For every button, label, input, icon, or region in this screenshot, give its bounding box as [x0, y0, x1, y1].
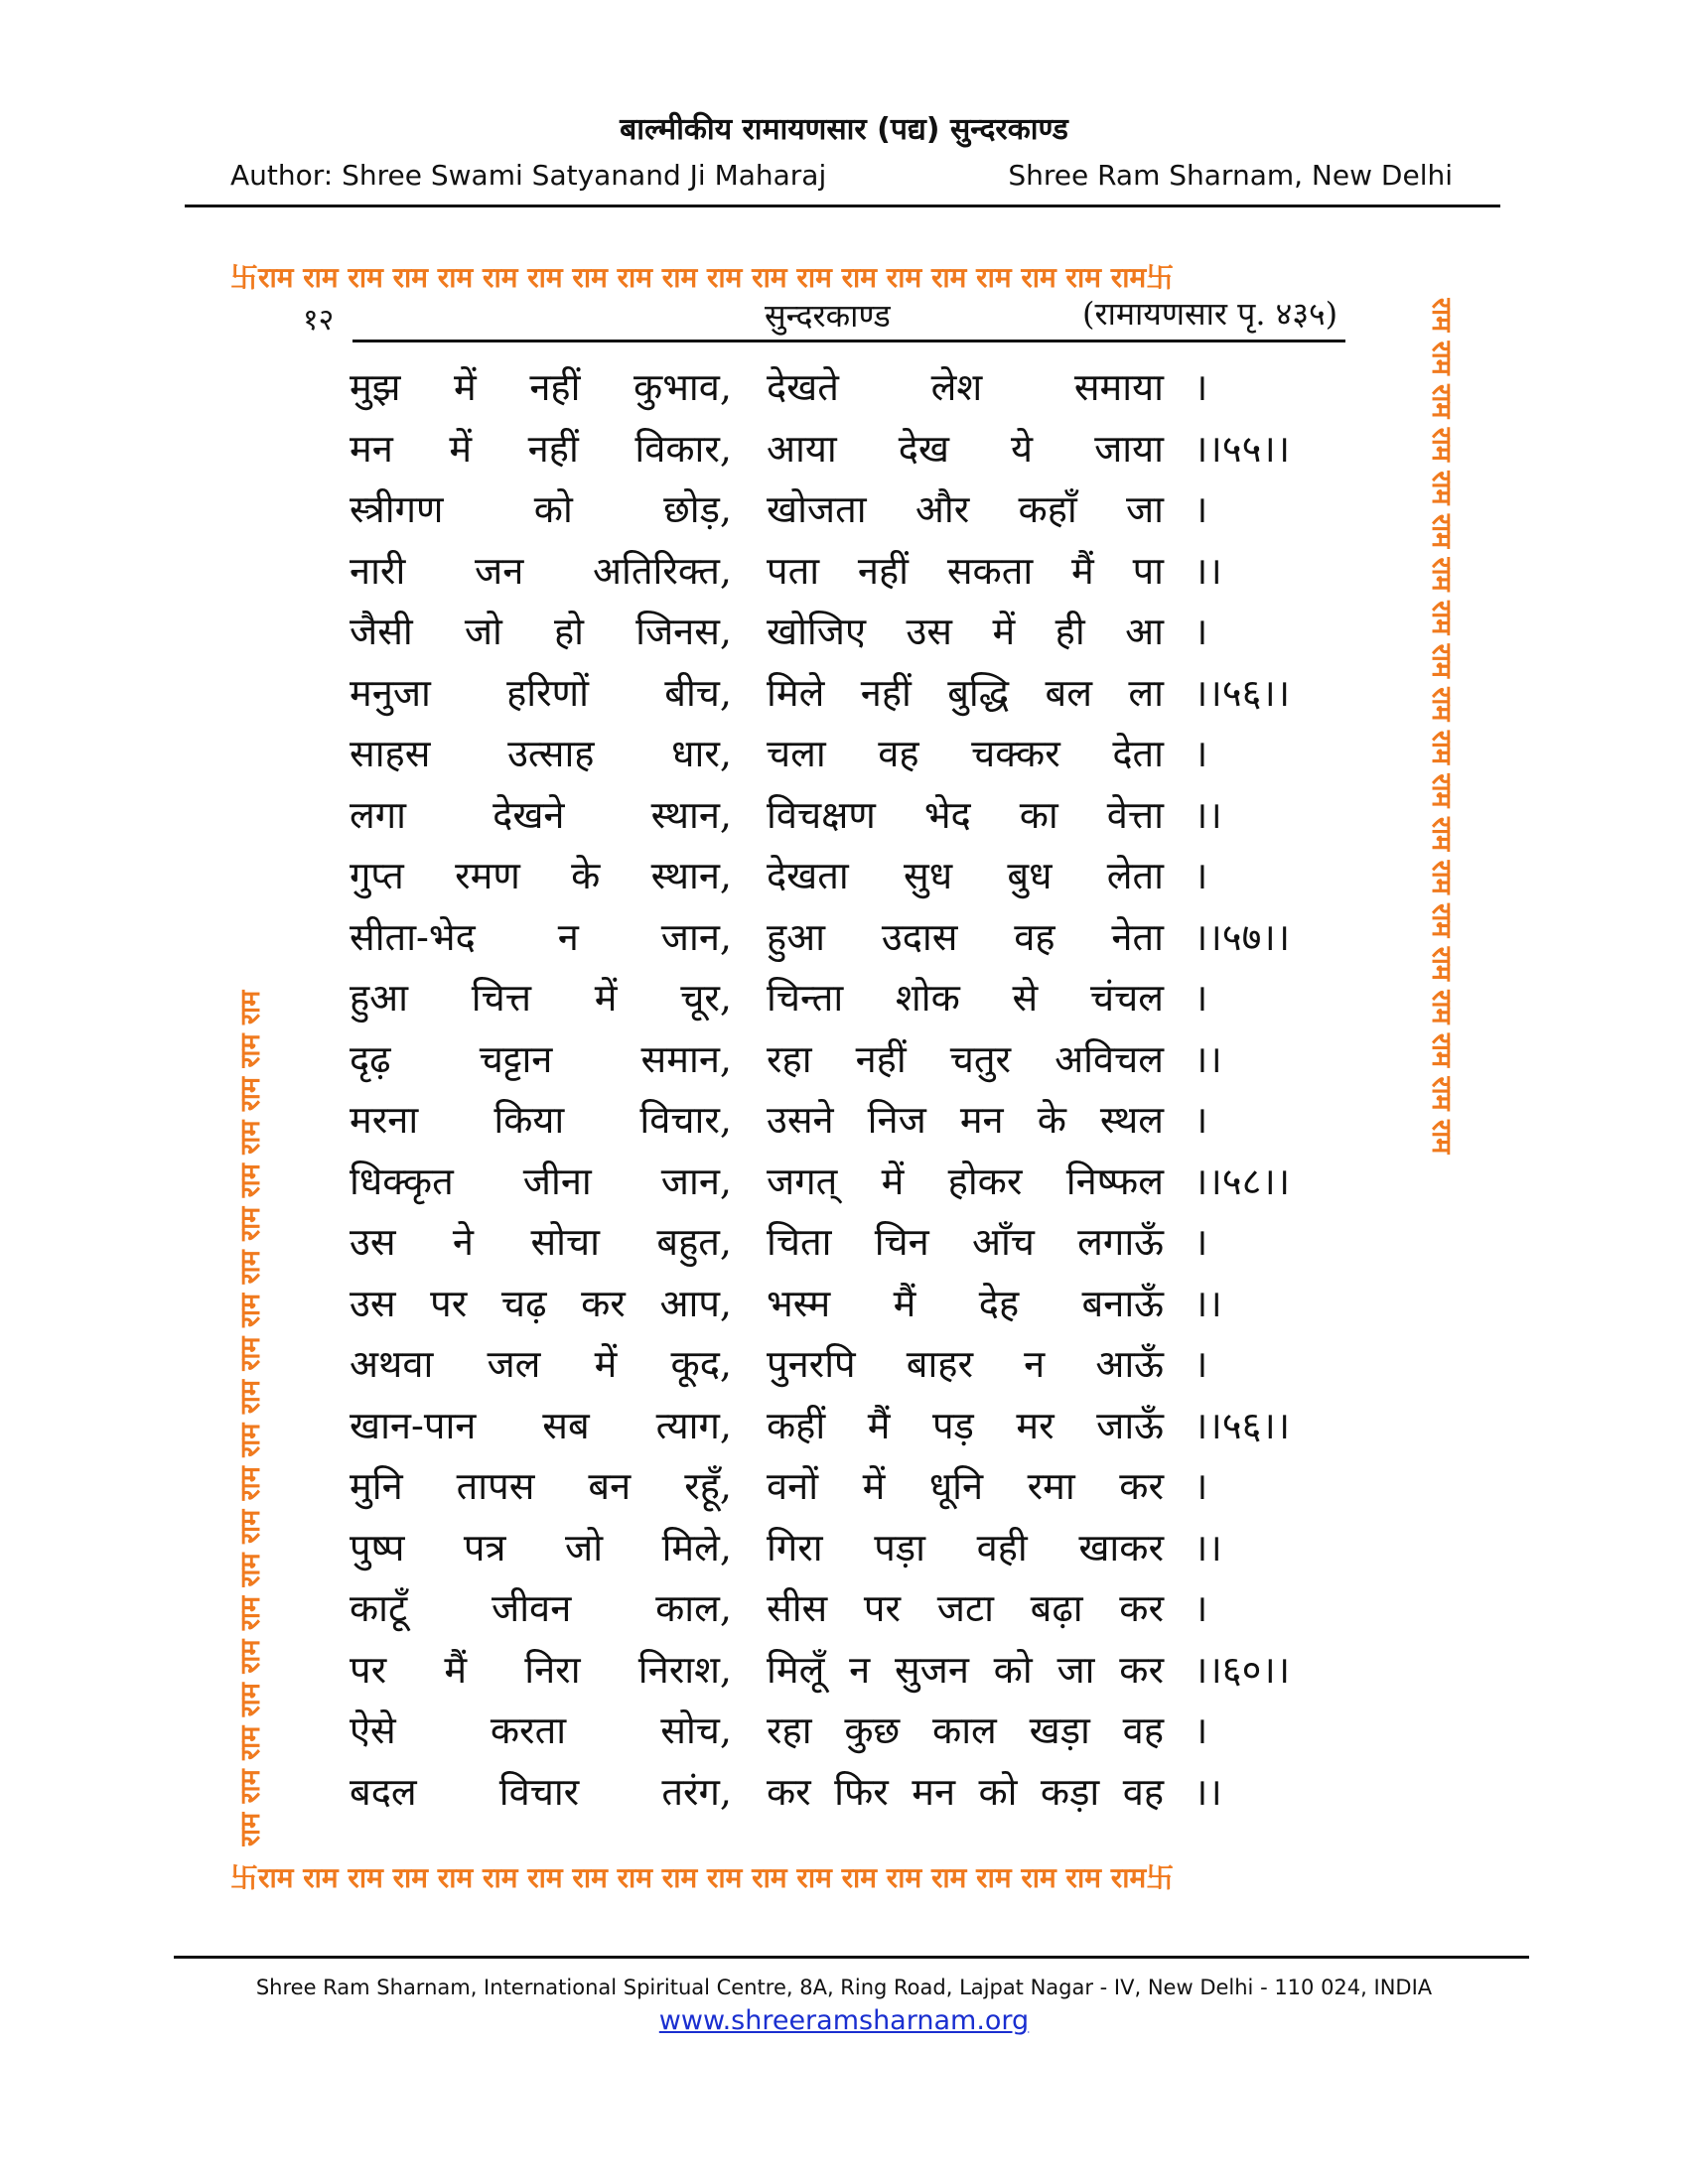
verse-second-half: पुनरपि बाहर न आऊँ: [767, 1342, 1164, 1386]
verse-first-half: उस ने सोचा बहुत,: [350, 1220, 732, 1264]
verse-first-half: काटूँ जीवन काल,: [350, 1586, 732, 1630]
verse-second-half: मिलूँ न सुजन को जा कर: [767, 1647, 1164, 1692]
verse-line: [350, 597, 1342, 658]
verse-mark: ।: [1194, 854, 1208, 897]
verse-first-half: उस पर चढ़ कर आप,: [350, 1281, 732, 1325]
verse-second-half: देखता सुध बुध लेता: [767, 854, 1164, 897]
verse-second-half: जगत् में होकर निष्फल: [767, 1159, 1164, 1203]
verse-mark: ।।: [1194, 792, 1222, 837]
verse-mark: ।।५६।।: [1194, 1403, 1291, 1447]
verse-first-half: धिक्कृत जीना जान,: [350, 1159, 732, 1203]
verse-second-half: भस्म मैं देह बनाऊँ: [767, 1281, 1164, 1325]
border-bottom: [230, 1856, 1462, 1896]
verse-first-half: मन में नहीं विकार,: [350, 426, 732, 471]
verse-second-half: चिता चिन आँच लगाऊँ: [767, 1220, 1164, 1264]
verse-mark: ।।: [1194, 1281, 1222, 1325]
verse-line: [350, 475, 1342, 536]
verse-mark: ।।: [1194, 1525, 1222, 1570]
verse-line: [350, 1085, 1342, 1147]
verse-line: [350, 1391, 1342, 1452]
verse-line: [350, 1147, 1342, 1208]
verse-mark: ।: [1194, 1708, 1208, 1752]
verse-line: [350, 1024, 1342, 1086]
verse-mark: ।।५८।।: [1194, 1159, 1291, 1203]
website-link[interactable]: www.shreeramsharnam.org: [658, 2005, 1030, 2036]
verse-line: [350, 1635, 1342, 1697]
verse-first-half: मनुजा हरिणों बीच,: [350, 670, 732, 715]
border-left: [230, 298, 266, 1846]
swastika-icon: 卐: [230, 1861, 259, 1894]
verse-first-half: बदल विचार तरंग,: [350, 1769, 732, 1814]
verse-line: [350, 1329, 1342, 1391]
verse-second-half: चिन्ता शोक से चंचल: [767, 976, 1164, 1020]
border-bottom-text: राम राम राम राम राम राम राम राम राम राम राम राम राम राम राम राम राम राम राम राम: [258, 1861, 1147, 1894]
verse-first-half: जैसी जो हो जिनस,: [350, 610, 732, 653]
border-right-text: राम राम राम राम राम राम राम राम राम राम राम राम राम राम राम राम राम राम राम राम: [1426, 298, 1457, 1155]
verse-mark: ।: [1194, 1464, 1208, 1508]
verse-first-half: साहस उत्साह धार,: [350, 732, 732, 775]
verse-second-half: खोजिए उस में ही आ: [767, 610, 1164, 653]
verse-second-half: कहीं मैं पड़ मर जाऊँ: [767, 1403, 1164, 1447]
footer-address: Shree Ram Sharnam, International Spiritual Centre, 8A, Ring Road, Lajpat Nagar - IV, New Delhi - 110 024, INDIA: [255, 1976, 1433, 1999]
verse-second-half: विचक्षण भेद का वेत्ता: [767, 792, 1164, 837]
verse-line: [350, 902, 1342, 964]
verse-line: [350, 719, 1342, 780]
verse-second-half: आया देख ये जाया: [767, 426, 1164, 471]
verse-first-half: दृढ़ चट्टान समान,: [350, 1036, 732, 1081]
verse-first-half: पुष्प पत्र जो मिले,: [350, 1525, 732, 1570]
verse-first-half: स्त्रीगण को छोड़,: [350, 487, 732, 531]
verse-first-half: खान-पान सब त्याग,: [350, 1403, 732, 1447]
verse-first-half: नारी जन अतिरिक्त,: [350, 548, 732, 593]
verse-mark: ।।: [1194, 1769, 1222, 1814]
verse-second-half: कर फिर मन को कड़ा वह: [767, 1769, 1164, 1814]
author-line: Author: Shree Swami Satyanand Ji Maharaj: [230, 159, 827, 192]
verse-second-half: हुआ उदास वह नेता: [767, 914, 1164, 959]
verse-mark: ।: [1194, 1098, 1208, 1142]
border-right: [1426, 298, 1462, 1846]
verse-line: [350, 1696, 1342, 1757]
verse-mark: ।: [1194, 732, 1208, 775]
verse-second-half: देखते लेश समाया: [767, 365, 1164, 409]
document-title: बाल्मीकीय रामायणसार (पद्य) सुन्दरकाण्ड: [620, 112, 1068, 147]
swastika-icon: 卐: [1146, 261, 1175, 294]
verse-line: [350, 414, 1342, 476]
verse-second-half: मिले नहीं बुद्धि बल ला: [767, 670, 1164, 715]
verse-second-half: रहा कुछ काल खड़ा वह: [767, 1708, 1164, 1752]
verse-second-half: गिरा पड़ा वही खाकर: [767, 1525, 1164, 1570]
swastika-icon: 卐: [230, 261, 259, 294]
verse-first-half: ऐसे करता सोच,: [350, 1708, 732, 1752]
footer-rule: [174, 1956, 1529, 1959]
verse-line: [350, 780, 1342, 842]
verse-second-half: पता नहीं सकता मैं पा: [767, 548, 1164, 593]
verse-mark: ।।: [1194, 548, 1222, 593]
border-top: [230, 256, 1462, 296]
verse-second-half: चला वह चक्कर देता: [767, 732, 1164, 775]
verse-second-half: रहा नहीं चतुर अविचल: [767, 1036, 1164, 1081]
verse-mark: ।: [1194, 1342, 1208, 1386]
verse-mark: ।।: [1194, 1036, 1222, 1081]
organization-line: Shree Ram Sharnam, New Delhi: [1008, 159, 1453, 192]
verse-mark: ।: [1194, 1586, 1208, 1630]
verse-line: [350, 1757, 1342, 1819]
verse-first-half: मुनि तापस बन रहूँ,: [350, 1464, 732, 1508]
verse-mark: ।।६०।।: [1194, 1647, 1291, 1692]
section-rule: [352, 340, 1345, 342]
verse-mark: ।: [1194, 610, 1208, 653]
verse-second-half: खोजता और कहाँ जा: [767, 487, 1164, 531]
border-top-text: राम राम राम राम राम राम राम राम राम राम राम राम राम राम राम राम राम राम राम राम: [258, 261, 1147, 294]
verse-line: [350, 1207, 1342, 1269]
verse-mark: ।: [1194, 487, 1208, 531]
verse-line: [350, 963, 1342, 1024]
verse-line: [350, 1451, 1342, 1513]
verse-line: [350, 1513, 1342, 1574]
verse-mark: ।: [1194, 976, 1208, 1020]
verse-mark: ।: [1194, 365, 1208, 409]
verse-line: [350, 536, 1342, 598]
page-number: १२: [303, 303, 335, 338]
verse-mark: ।।५७।।: [1194, 914, 1291, 959]
verse-first-half: लगा देखने स्थान,: [350, 792, 732, 837]
verse-second-half: सीस पर जटा बढ़ा कर: [767, 1586, 1164, 1630]
verse-mark: ।।५६।।: [1194, 670, 1291, 715]
border-left-text: राम राम राम राम राम राम राम राम राम राम राम राम राम राम राम राम राम राम राम राम: [235, 990, 266, 1846]
verse-line: [350, 841, 1342, 902]
verse-line: [350, 352, 1342, 414]
page-reference: (रामायणसार पृ. ४३५): [1082, 295, 1338, 333]
verse-mark: ।।५५।।: [1194, 426, 1291, 471]
verse-first-half: पर मैं निरा निराश,: [350, 1647, 732, 1692]
swastika-icon: 卐: [1146, 1861, 1175, 1894]
verse-first-half: अथवा जल में कूद,: [350, 1342, 732, 1386]
verse-second-half: उसने निज मन के स्थल: [767, 1098, 1164, 1142]
verse-first-half: गुप्त रमण के स्थान,: [350, 854, 732, 897]
verse-mark: ।: [1194, 1220, 1208, 1264]
verse-line: [350, 1573, 1342, 1635]
verse-list: [350, 352, 1342, 1818]
verse-first-half: सीता-भेद न जान,: [350, 914, 732, 959]
verse-line: [350, 658, 1342, 720]
verse-first-half: हुआ चित्त में चूर,: [350, 976, 732, 1020]
verse-first-half: मरना किया विचार,: [350, 1098, 732, 1142]
verse-second-half: वनों में धूनि रमा कर: [767, 1464, 1164, 1508]
section-title: सुन्दरकाण्ड: [765, 297, 891, 335]
header-rule: [185, 205, 1500, 207]
verse-first-half: मुझ में नहीं कुभाव,: [350, 365, 732, 409]
verse-line: [350, 1269, 1342, 1330]
